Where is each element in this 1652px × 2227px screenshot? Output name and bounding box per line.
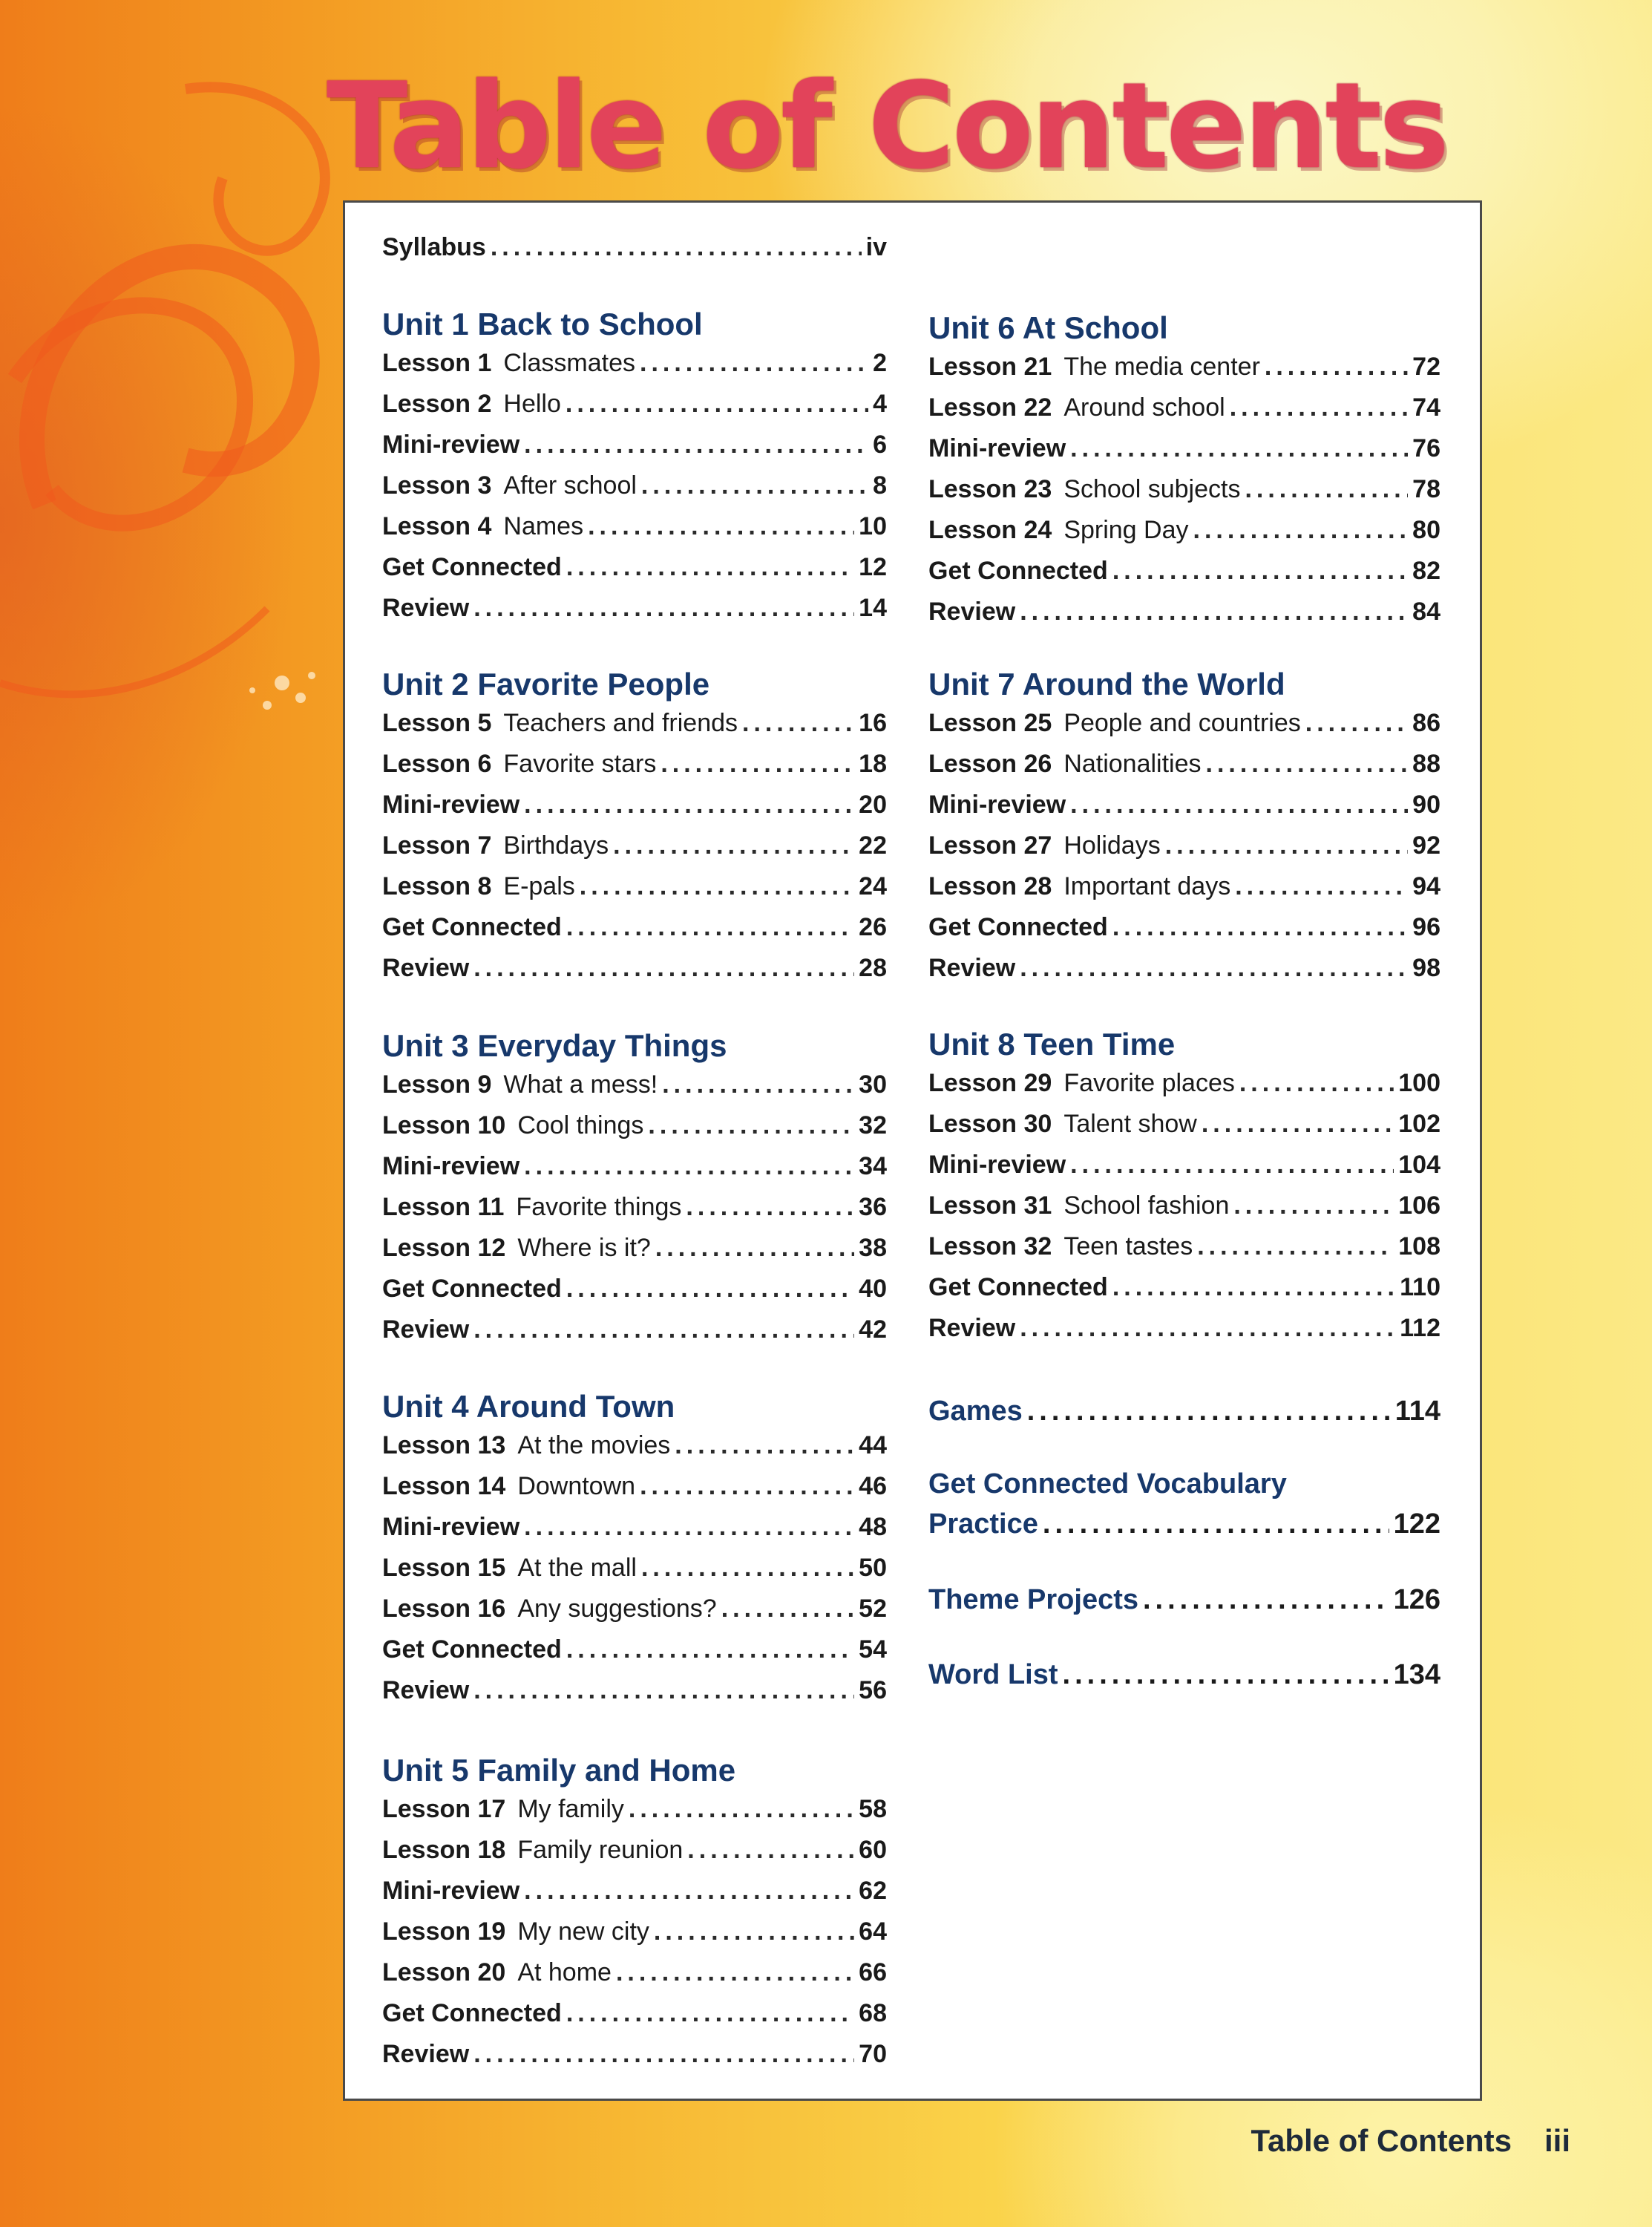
toc-entry-label: Theme Projects [928,1584,1138,1615]
dot-leader [1063,1660,1389,1690]
dot-leader [473,1675,854,1705]
dot-leader [1027,1396,1391,1426]
toc-entry-title: Birthdays [503,831,609,860]
toc-entry[interactable] [928,1272,1440,1302]
toc-entry-label: Review [928,1314,1016,1342]
toc-entry-page: 100 [1398,1069,1440,1097]
dot-leader [1112,556,1408,586]
toc-entry-label: Get Connected [382,1635,562,1664]
unit-heading[interactable]: Unit 3 Everyday Things [382,1028,727,1063]
toc-panel [343,200,1482,2101]
toc-entry[interactable] [382,1675,887,1705]
dot-leader [616,1958,854,1987]
toc-entry-label: Lesson 10 [382,1111,506,1139]
toc-entry-label: Get Connected [382,1275,562,1303]
toc-entry-label: Review [928,954,1016,982]
dot-leader [524,1876,854,1906]
toc-entry-title: Holidays [1063,831,1161,860]
toc-entry[interactable] [382,1998,887,2028]
toc-entry-label: Get Connected [928,913,1108,941]
toc-entry[interactable] [382,1876,887,1906]
toc-entry-title: Important days [1063,872,1231,900]
toc-entry-label: Lesson 8 [382,872,492,900]
toc-entry-title: The media center [1063,353,1260,381]
toc-entry-page: 4 [873,390,887,418]
toc-entry-title: School fashion [1063,1191,1230,1220]
toc-entry-label: Lesson 15 [382,1554,506,1582]
toc-entry-label: Lesson 26 [928,750,1052,778]
toc-entry-label: Lesson 5 [382,709,492,737]
toc-entry-page: 6 [873,431,887,459]
toc-entry-page: 74 [1412,393,1440,422]
toc-entry-label: Lesson 24 [928,516,1052,544]
toc-entry-page: 62 [859,1877,887,1905]
toc-entry-title: After school [503,471,637,500]
toc-entry[interactable] [928,1191,1440,1220]
toc-entry-page: 94 [1412,872,1440,900]
toc-entry[interactable] [382,953,887,983]
dot-leader [566,912,854,942]
toc-entry[interactable] [928,352,1440,382]
toc-entry-page: 54 [859,1635,887,1664]
toc-entry-title: Any suggestions? [517,1595,717,1623]
toc-entry-label: Mini-review [382,1513,520,1541]
toc-entry-title: School subjects [1063,475,1241,503]
toc-entry[interactable] [382,1594,887,1623]
toc-entry-page: 80 [1412,516,1440,544]
toc-entry-title: Hello [503,390,561,418]
toc-entry-label: Mini-review [928,1151,1066,1179]
dot-leader [473,1315,854,1344]
toc-entry[interactable] [382,1430,887,1460]
dot-leader [1233,1191,1394,1220]
toc-entry-page: 26 [859,913,887,941]
toc-entry-page: 32 [859,1111,887,1139]
toc-entry[interactable] [382,1917,887,1946]
dot-leader [661,749,854,779]
dot-leader [1202,1109,1394,1139]
toc-entry-title: At home [517,1958,612,1986]
toc-entry-page: 40 [859,1275,887,1303]
toc-entry-title: Teen tastes [1063,1232,1193,1260]
toc-entry-page: 88 [1412,750,1440,778]
dot-leader [648,1111,854,1140]
toc-entry-page: 28 [859,954,887,982]
toc-entry-page: 86 [1412,709,1440,737]
dot-leader [1165,831,1408,860]
toc-entry-label: Get Connected [382,553,562,581]
toc-entry-page: iv [865,233,887,261]
toc-entry[interactable] [382,1835,887,1865]
vocab-practice-heading: Get Connected Vocabulary [928,1468,1287,1500]
dot-leader [641,471,868,500]
toc-entry-page: 16 [859,709,887,737]
toc-entry-title: Family reunion [517,1836,684,1864]
toc-entry-title: Downtown [517,1472,636,1500]
toc-entry-label: Review [928,598,1016,626]
toc-entry-page: 90 [1412,791,1440,819]
dot-leader [524,1512,854,1542]
toc-entry[interactable] [382,1958,887,1987]
toc-entry-title: Around school [1063,393,1225,422]
toc-entry-page: 126 [1393,1584,1440,1615]
toc-entry-title: Cool things [517,1111,644,1139]
footer-page-number: iii [1544,2123,1570,2158]
toc-entry-label: Lesson 22 [928,393,1052,422]
dot-leader [640,348,868,378]
dot-leader [566,1635,854,1664]
toc-entry-page: 92 [1412,831,1440,860]
toc-entry[interactable] [382,430,887,460]
dot-leader [641,1553,854,1583]
toc-entry-page: 38 [859,1234,887,1262]
toc-entry-page: 30 [859,1070,887,1099]
games-entry[interactable] [928,1396,1440,1426]
toc-entry-label: Lesson 18 [382,1836,506,1864]
dot-leader [1112,1272,1395,1302]
toc-entry-title: Favorite things [516,1193,682,1221]
toc-entry[interactable] [382,1512,887,1542]
toc-entry-label: Lesson 29 [928,1069,1052,1097]
toc-entry[interactable] [382,471,887,500]
toc-entry-label: Lesson 9 [382,1070,492,1099]
toc-entry-label: Review [382,2040,470,2068]
toc-entry-title: At the mall [517,1554,637,1582]
toc-entry-label: Get Connected [928,557,1108,585]
unit-heading[interactable]: Unit 2 Favorite People [382,667,710,702]
toc-entry-page: 46 [859,1472,887,1500]
toc-entry[interactable] [382,1315,887,1344]
dot-leader [1020,953,1408,983]
toc-entry-page: 2 [873,349,887,377]
toc-entry-label: Lesson 11 [382,1193,505,1221]
toc-entry-page: 58 [859,1795,887,1823]
toc-entry-label: Mini-review [928,791,1066,819]
toc-entry-label: Lesson 21 [928,353,1052,381]
theme-projects-entry[interactable] [928,1585,1440,1615]
toc-entry[interactable] [382,1070,887,1099]
toc-entry[interactable] [382,593,887,623]
toc-entry-page: 14 [859,594,887,622]
toc-entry[interactable] [382,912,887,942]
toc-entry-label: Lesson 27 [928,831,1052,860]
dot-leader [1230,393,1408,422]
toc-entry[interactable] [382,1111,887,1140]
toc-entry-label: Lesson 23 [928,475,1052,503]
unit-heading[interactable]: Unit 5 Family and Home [382,1753,736,1788]
toc-entry-label: Word List [928,1659,1058,1690]
toc-entry-page: 34 [859,1152,887,1180]
toc-entry[interactable] [382,1233,887,1263]
toc-entry-page: 84 [1412,598,1440,626]
dot-leader [566,389,868,419]
toc-entry[interactable] [382,1553,887,1583]
toc-entry-page: 70 [859,2040,887,2068]
dot-leader [1020,1313,1395,1343]
toc-entry-label: Review [382,1676,470,1704]
toc-entry[interactable] [928,1109,1440,1139]
toc-entry[interactable] [928,1068,1440,1098]
dot-leader [1112,912,1408,942]
toc-entry[interactable] [928,749,1440,779]
toc-entry-page: 110 [1400,1273,1440,1301]
dot-leader [721,1594,854,1623]
dot-leader [566,552,854,582]
toc-entry[interactable] [382,831,887,860]
toc-entry-title: My family [517,1795,624,1823]
toc-entry-label: Mini-review [382,1152,520,1180]
dot-leader [566,1274,854,1304]
toc-entry-label: Syllabus [382,233,486,261]
dot-leader [473,2039,854,2069]
toc-entry[interactable] [382,1192,887,1222]
toc-entry-title: Favorite stars [503,750,657,778]
toc-entry-page: 48 [859,1513,887,1541]
toc-entry[interactable] [382,1151,887,1181]
toc-entry[interactable] [382,1635,887,1664]
footer-label: Table of Contents [1251,2123,1512,2158]
page-title: Table of Contents [327,56,1447,195]
dot-leader [686,1192,854,1222]
toc-entry[interactable] [382,871,887,901]
toc-entry-title: Classmates [503,349,635,377]
toc-entry-page: 56 [859,1676,887,1704]
toc-entry-label: Lesson 1 [382,349,492,377]
toc-entry-label: Lesson 20 [382,1958,506,1986]
unit-heading[interactable]: Unit 6 At School [928,310,1168,345]
toc-entry-label: Lesson 12 [382,1234,506,1262]
toc-entry[interactable] [382,1274,887,1304]
unit-heading[interactable]: Unit 7 Around the World [928,667,1285,702]
toc-entry-label: Get Connected [382,913,562,941]
toc-entry-label: Mini-review [382,791,520,819]
toc-entry[interactable] [928,790,1440,820]
toc-entry[interactable] [382,552,887,582]
toc-entry[interactable] [382,1794,887,1824]
dot-leader [524,790,854,820]
dot-leader [613,831,854,860]
toc-entry-page: 102 [1398,1110,1440,1138]
word-list-entry[interactable] [928,1660,1440,1690]
toc-entry[interactable] [382,1471,887,1501]
dot-leader [654,1917,854,1946]
toc-entry-label: Get Connected [928,1273,1108,1301]
syllabus-entry[interactable] [382,232,887,262]
toc-entry-label: Practice [928,1508,1038,1540]
dot-leader [1143,1585,1389,1615]
dot-leader [1235,871,1408,901]
dot-leader [524,430,868,460]
toc-entry-page: 36 [859,1193,887,1221]
toc-entry-page: 82 [1412,557,1440,585]
dot-leader [1305,708,1408,738]
dot-leader [491,232,862,262]
toc-entry[interactable] [928,953,1440,983]
toc-entry-title: Spring Day [1063,516,1189,544]
toc-entry-page: 68 [859,1999,887,2027]
unit-heading[interactable]: Unit 4 Around Town [382,1389,675,1424]
toc-entry[interactable] [382,749,887,779]
toc-entry-label: Lesson 28 [928,872,1052,900]
toc-entry-page: 52 [859,1595,887,1623]
toc-entry-page: 72 [1412,353,1440,381]
toc-entry[interactable] [382,348,887,378]
dot-leader [655,1233,854,1263]
dot-leader [1193,515,1409,545]
toc-entry-label: Review [382,954,470,982]
toc-entry[interactable] [928,912,1440,942]
dot-leader [1265,352,1408,382]
toc-entry-page: 22 [859,831,887,860]
toc-entry-label: Mini-review [928,434,1066,462]
toc-entry-page: 112 [1400,1314,1440,1342]
toc-entry-page: 50 [859,1554,887,1582]
toc-entry-label: Lesson 30 [928,1110,1052,1138]
toc-entry-title: Teachers and friends [503,709,738,737]
toc-entry-label: Mini-review [382,431,520,459]
toc-entry-page: 76 [1412,434,1440,462]
dot-leader [524,1151,854,1181]
toc-entry[interactable] [382,708,887,738]
toc-entry-page: 64 [859,1917,887,1946]
dot-leader [1239,1068,1394,1098]
toc-entry[interactable] [382,511,887,541]
toc-entry[interactable] [928,831,1440,860]
toc-entry-label: Review [382,594,470,622]
toc-entry-title: Where is it? [517,1234,651,1262]
dot-leader [580,871,854,901]
dot-leader [675,1430,854,1460]
dot-leader [1206,749,1409,779]
dot-leader [588,511,854,541]
toc-entry-label: Lesson 16 [382,1595,506,1623]
toc-entry-label: Lesson 4 [382,512,492,540]
toc-entry-page: 78 [1412,475,1440,503]
toc-entry-page: 114 [1394,1396,1440,1427]
toc-entry-label: Games [928,1396,1023,1427]
toc-entry-label: Lesson 19 [382,1917,506,1946]
dot-leader [1020,597,1408,627]
toc-entry-title: Nationalities [1063,750,1202,778]
dot-leader [1197,1232,1394,1261]
toc-entry[interactable] [928,871,1440,901]
toc-entry-page: 20 [859,791,887,819]
toc-entry-page: 104 [1398,1151,1440,1179]
toc-entry-page: 24 [859,872,887,900]
toc-entry-page: 18 [859,750,887,778]
toc-entry[interactable] [382,2039,887,2069]
unit-heading[interactable]: Unit 8 Teen Time [928,1027,1176,1062]
toc-entry[interactable] [928,556,1440,586]
dot-leader [687,1835,854,1865]
toc-entry-page: 12 [859,553,887,581]
toc-entry-title: Names [503,512,584,540]
dot-leader [1070,1150,1394,1180]
toc-entry-page: 60 [859,1836,887,1864]
toc-entry-title: What a mess! [503,1070,658,1099]
dot-leader [566,1998,854,2028]
dot-leader [1070,790,1408,820]
dot-leader [473,593,854,623]
toc-entry-page: 42 [859,1315,887,1344]
toc-entry[interactable] [928,1150,1440,1180]
toc-entry-label: Mini-review [382,1877,520,1905]
toc-entry-label: Lesson 25 [928,709,1052,737]
toc-entry-title: My new city [517,1917,649,1946]
toc-entry-title: E-pals [503,872,575,900]
toc-entry[interactable] [928,597,1440,627]
dot-leader [629,1794,854,1824]
dot-leader [742,708,854,738]
unit-heading[interactable]: Unit 1 Back to School [382,307,703,341]
toc-entry-page: 44 [859,1431,887,1459]
dot-leader [640,1471,854,1501]
toc-entry-label: Lesson 3 [382,471,492,500]
toc-entry-title: Favorite places [1063,1069,1235,1097]
toc-entry-label: Lesson 14 [382,1472,506,1500]
toc-entry-label: Review [382,1315,470,1344]
dot-leader [1043,1509,1389,1539]
toc-entry[interactable] [928,1232,1440,1261]
toc-entry-page: 108 [1398,1232,1440,1260]
toc-entry-page: 106 [1398,1191,1440,1220]
toc-entry-title: People and countries [1063,709,1301,737]
toc-entry-label: Get Connected [382,1999,562,2027]
toc-entry-label: Lesson 32 [928,1232,1052,1260]
toc-entry[interactable] [382,389,887,419]
dot-leader [1070,434,1408,463]
toc-entry[interactable] [928,1313,1440,1343]
toc-entry-page: 10 [859,512,887,540]
page-footer [1251,2123,1570,2159]
toc-entry-label: Lesson 31 [928,1191,1052,1220]
toc-entry[interactable] [928,515,1440,545]
toc-entry-page: 66 [859,1958,887,1986]
toc-entry-page: 122 [1393,1508,1440,1540]
toc-entry-title: At the movies [517,1431,671,1459]
toc-entry[interactable] [928,393,1440,422]
toc-entry[interactable] [928,434,1440,463]
toc-entry-title: Talent show [1063,1110,1197,1138]
toc-entry-label: Lesson 2 [382,390,492,418]
toc-entry-label: Lesson 6 [382,750,492,778]
dot-leader [473,953,854,983]
vocab-practice-entry[interactable] [928,1509,1440,1539]
toc-entry-label: Lesson 17 [382,1795,506,1823]
toc-entry-label: Lesson 13 [382,1431,506,1459]
toc-entry-page: 134 [1393,1659,1440,1690]
dot-leader [1245,474,1408,504]
toc-entry[interactable] [928,708,1440,738]
toc-entry[interactable] [382,790,887,820]
toc-entry[interactable] [928,474,1440,504]
dot-leader [662,1070,854,1099]
toc-entry-page: 98 [1412,954,1440,982]
toc-entry-page: 8 [873,471,887,500]
toc-entry-label: Lesson 7 [382,831,492,860]
toc-entry-page: 96 [1412,913,1440,941]
